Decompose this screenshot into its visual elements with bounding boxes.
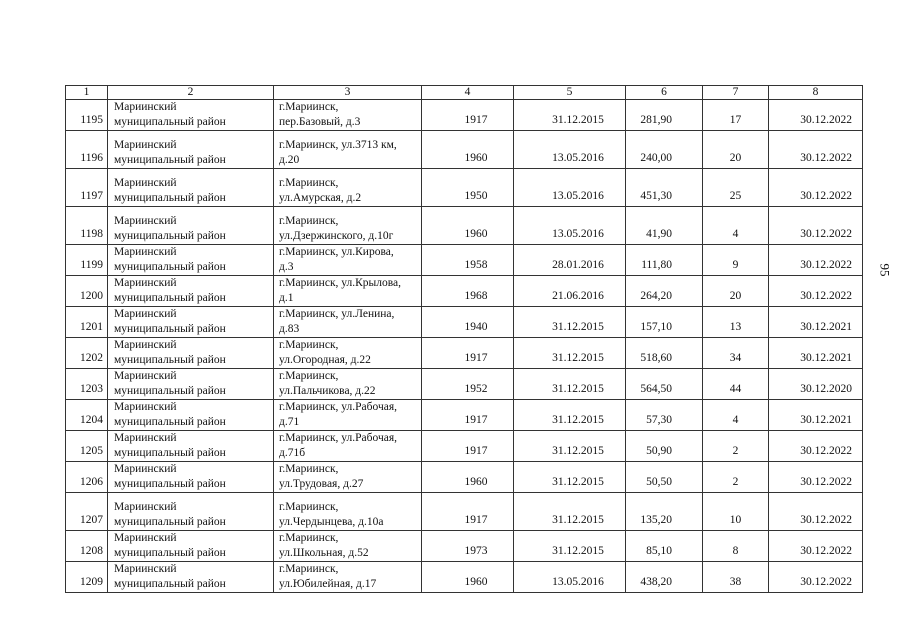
district-cell <box>108 531 274 562</box>
district-cell-line: муниципальный район <box>114 230 226 242</box>
count-cell: 8 <box>703 531 769 562</box>
count-cell: 4 <box>703 207 769 245</box>
date-cell: 31.12.2015 <box>514 462 626 493</box>
district-cell-line: муниципальный район <box>114 547 226 559</box>
address-cell <box>274 369 422 400</box>
district-cell <box>108 100 274 131</box>
address-cell-line: г.Мариинск, <box>279 339 339 351</box>
address-cell <box>274 562 422 593</box>
date-cell: 31.12.2015 <box>514 369 626 400</box>
address-cell <box>274 207 422 245</box>
district-cell-line: Мариинский <box>114 563 177 575</box>
header-cell: 5 <box>514 86 626 100</box>
row-number-cell: 1196 <box>66 131 108 169</box>
table-row <box>66 169 863 207</box>
district-cell-line: Мариинский <box>114 463 177 475</box>
area-cell: 264,20 <box>626 276 703 307</box>
district-cell-line: муниципальный район <box>114 478 226 490</box>
deadline-cell: 30.12.2022 <box>769 431 863 462</box>
deadline-cell: 30.12.2022 <box>769 276 863 307</box>
count-cell: 44 <box>703 369 769 400</box>
table-row <box>66 369 863 400</box>
address-cell-line: г.Мариинск, <box>279 215 339 227</box>
address-cell <box>274 245 422 276</box>
district-cell <box>108 369 274 400</box>
district-cell-line: муниципальный район <box>114 578 226 590</box>
table-row <box>66 276 863 307</box>
deadline-cell: 30.12.2022 <box>769 100 863 131</box>
table-row <box>66 207 863 245</box>
district-cell <box>108 245 274 276</box>
date-cell: 31.12.2015 <box>514 400 626 431</box>
area-cell: 157,10 <box>626 307 703 338</box>
address-cell-line: г.Мариинск, ул.Ленина, <box>279 308 395 320</box>
count-cell: 17 <box>703 100 769 131</box>
address-cell-line: д.3 <box>279 261 294 273</box>
district-cell <box>108 462 274 493</box>
row-number-cell: 1203 <box>66 369 108 400</box>
header-row <box>66 86 863 100</box>
area-cell: 85,10 <box>626 531 703 562</box>
date-cell: 21.06.2016 <box>514 276 626 307</box>
deadline-cell: 30.12.2021 <box>769 307 863 338</box>
count-cell: 38 <box>703 562 769 593</box>
deadline-cell: 30.12.2022 <box>769 462 863 493</box>
district-cell-line: Мариинский <box>114 101 177 113</box>
row-number-cell: 1195 <box>66 100 108 131</box>
count-cell: 4 <box>703 400 769 431</box>
year-cell: 1958 <box>422 245 514 276</box>
year-cell: 1960 <box>422 562 514 593</box>
row-number-cell: 1199 <box>66 245 108 276</box>
deadline-cell: 30.12.2022 <box>769 245 863 276</box>
district-cell-line: Мариинский <box>114 215 177 227</box>
address-cell-line: пер.Базовый, д.3 <box>279 116 361 128</box>
deadline-cell: 30.12.2022 <box>769 131 863 169</box>
district-cell-line: муниципальный район <box>114 416 226 428</box>
address-cell <box>274 276 422 307</box>
address-cell-line: ул.Амурская, д.2 <box>279 192 362 204</box>
district-cell-line: Мариинский <box>114 501 177 513</box>
district-cell <box>108 207 274 245</box>
address-cell-line: г.Мариинск, <box>279 370 339 382</box>
area-cell: 135,20 <box>626 493 703 531</box>
district-cell <box>108 431 274 462</box>
address-cell <box>274 431 422 462</box>
area-cell: 518,60 <box>626 338 703 369</box>
area-cell: 41,90 <box>626 207 703 245</box>
housing-table <box>65 85 863 593</box>
year-cell: 1940 <box>422 307 514 338</box>
district-cell <box>108 400 274 431</box>
address-cell-line: ул.Трудовая, д.27 <box>279 478 364 490</box>
district-cell <box>108 276 274 307</box>
district-cell-line: муниципальный район <box>114 292 226 304</box>
count-cell: 2 <box>703 431 769 462</box>
area-cell: 111,80 <box>626 245 703 276</box>
address-cell-line: г.Мариинск, ул.3713 км, <box>279 139 397 151</box>
area-cell: 564,50 <box>626 369 703 400</box>
address-cell-line: г.Мариинск, ул.Крылова, <box>279 277 402 289</box>
year-cell: 1960 <box>422 462 514 493</box>
row-number-cell: 1202 <box>66 338 108 369</box>
area-cell: 281,90 <box>626 100 703 131</box>
table-row <box>66 131 863 169</box>
district-cell-line: муниципальный район <box>114 385 226 397</box>
count-cell: 13 <box>703 307 769 338</box>
district-cell <box>108 307 274 338</box>
row-number-cell: 1206 <box>66 462 108 493</box>
row-number-cell: 1201 <box>66 307 108 338</box>
district-cell-line: Мариинский <box>114 246 177 258</box>
row-number-cell: 1197 <box>66 169 108 207</box>
count-cell: 25 <box>703 169 769 207</box>
table-row <box>66 245 863 276</box>
address-cell-line: д.1 <box>279 292 294 304</box>
district-cell-line: Мариинский <box>114 532 177 544</box>
year-cell: 1952 <box>422 369 514 400</box>
date-cell: 13.05.2016 <box>514 169 626 207</box>
district-cell <box>108 493 274 531</box>
row-number-cell: 1198 <box>66 207 108 245</box>
date-cell: 31.12.2015 <box>514 493 626 531</box>
district-cell <box>108 562 274 593</box>
count-cell: 2 <box>703 462 769 493</box>
deadline-cell: 30.12.2022 <box>769 562 863 593</box>
district-cell-line: Мариинский <box>114 370 177 382</box>
area-cell: 240,00 <box>626 131 703 169</box>
address-cell-line: г.Мариинск, <box>279 101 339 113</box>
date-cell: 31.12.2015 <box>514 307 626 338</box>
year-cell: 1960 <box>422 131 514 169</box>
date-cell: 31.12.2015 <box>514 100 626 131</box>
row-number-cell: 1205 <box>66 431 108 462</box>
year-cell: 1917 <box>422 493 514 531</box>
district-cell-line: Мариинский <box>114 177 177 189</box>
date-cell: 13.05.2016 <box>514 131 626 169</box>
deadline-cell: 30.12.2022 <box>769 169 863 207</box>
table-row <box>66 531 863 562</box>
row-number-cell: 1208 <box>66 531 108 562</box>
deadline-cell: 30.12.2021 <box>769 338 863 369</box>
date-cell: 31.12.2015 <box>514 531 626 562</box>
address-cell-line: ул.Чердынцева, д.10а <box>279 516 384 528</box>
address-cell <box>274 531 422 562</box>
address-cell <box>274 400 422 431</box>
address-cell <box>274 100 422 131</box>
table-body <box>66 100 863 593</box>
district-cell-line: Мариинский <box>114 401 177 413</box>
page-number: 95 <box>877 263 893 277</box>
table-row <box>66 400 863 431</box>
count-cell: 20 <box>703 131 769 169</box>
district-cell-line: муниципальный район <box>114 447 226 459</box>
table-row <box>66 493 863 531</box>
address-cell-line: г.Мариинск, <box>279 463 339 475</box>
area-cell: 451,30 <box>626 169 703 207</box>
address-cell <box>274 462 422 493</box>
year-cell: 1917 <box>422 338 514 369</box>
area-cell: 50,50 <box>626 462 703 493</box>
district-cell-line: муниципальный район <box>114 323 226 335</box>
header-cell: 2 <box>108 86 274 100</box>
row-number-cell: 1200 <box>66 276 108 307</box>
area-cell: 57,30 <box>626 400 703 431</box>
year-cell: 1917 <box>422 431 514 462</box>
address-cell-line: г.Мариинск, <box>279 563 339 575</box>
row-number-cell: 1204 <box>66 400 108 431</box>
count-cell: 20 <box>703 276 769 307</box>
table-row <box>66 100 863 131</box>
area-cell: 438,20 <box>626 562 703 593</box>
district-cell-line: Мариинский <box>114 432 177 444</box>
row-number-cell: 1207 <box>66 493 108 531</box>
address-cell-line: ул.Дзержинского, д.10г <box>279 230 394 242</box>
header-cell: 7 <box>703 86 769 100</box>
table-row <box>66 338 863 369</box>
district-cell-line: Мариинский <box>114 308 177 320</box>
header-cell: 4 <box>422 86 514 100</box>
address-cell-line: г.Мариинск, ул.Рабочая, <box>279 432 397 444</box>
district-cell-line: муниципальный район <box>114 261 226 273</box>
address-cell-line: ул.Пальчикова, д.22 <box>279 385 376 397</box>
header-cell: 1 <box>66 86 108 100</box>
address-cell-line: ул.Школьная, д.52 <box>279 547 369 559</box>
year-cell: 1917 <box>422 100 514 131</box>
count-cell: 10 <box>703 493 769 531</box>
address-cell-line: г.Мариинск, ул.Рабочая, <box>279 401 397 413</box>
deadline-cell: 30.12.2022 <box>769 531 863 562</box>
address-cell-line: д.71б <box>279 447 306 459</box>
address-cell <box>274 169 422 207</box>
district-cell-line: муниципальный район <box>114 116 226 128</box>
year-cell: 1960 <box>422 207 514 245</box>
year-cell: 1917 <box>422 400 514 431</box>
table-row <box>66 431 863 462</box>
address-cell-line: д.71 <box>279 416 300 428</box>
address-cell <box>274 131 422 169</box>
date-cell: 31.12.2015 <box>514 431 626 462</box>
district-cell <box>108 169 274 207</box>
table-row <box>66 562 863 593</box>
table-row <box>66 307 863 338</box>
date-cell: 28.01.2016 <box>514 245 626 276</box>
address-cell-line: г.Мариинск, <box>279 501 339 513</box>
district-cell <box>108 131 274 169</box>
district-cell-line: Мариинский <box>114 339 177 351</box>
address-cell <box>274 338 422 369</box>
year-cell: 1973 <box>422 531 514 562</box>
date-cell: 31.12.2015 <box>514 338 626 369</box>
row-number-cell: 1209 <box>66 562 108 593</box>
district-cell-line: Мариинский <box>114 139 177 151</box>
address-cell-line: ул.Юбилейная, д.17 <box>279 578 377 590</box>
district-cell <box>108 338 274 369</box>
year-cell: 1968 <box>422 276 514 307</box>
year-cell: 1950 <box>422 169 514 207</box>
table-row <box>66 462 863 493</box>
count-cell: 34 <box>703 338 769 369</box>
date-cell: 13.05.2016 <box>514 562 626 593</box>
address-cell-line: д.20 <box>279 154 300 166</box>
area-cell: 50,90 <box>626 431 703 462</box>
address-cell <box>274 307 422 338</box>
district-cell-line: муниципальный район <box>114 192 226 204</box>
header-cell: 3 <box>274 86 422 100</box>
header-cell: 6 <box>626 86 703 100</box>
district-cell-line: муниципальный район <box>114 516 226 528</box>
address-cell-line: д.83 <box>279 323 300 335</box>
address-cell-line: ул.Огородная, д.22 <box>279 354 371 366</box>
date-cell: 13.05.2016 <box>514 207 626 245</box>
deadline-cell: 30.12.2022 <box>769 207 863 245</box>
address-cell <box>274 493 422 531</box>
count-cell: 9 <box>703 245 769 276</box>
header-cell: 8 <box>769 86 863 100</box>
deadline-cell: 30.12.2021 <box>769 400 863 431</box>
district-cell-line: муниципальный район <box>114 354 226 366</box>
deadline-cell: 30.12.2020 <box>769 369 863 400</box>
district-cell-line: муниципальный район <box>114 154 226 166</box>
deadline-cell: 30.12.2022 <box>769 493 863 531</box>
address-cell-line: г.Мариинск, <box>279 177 339 189</box>
address-cell-line: г.Мариинск, <box>279 532 339 544</box>
address-cell-line: г.Мариинск, ул.Кирова, <box>279 246 394 258</box>
district-cell-line: Мариинский <box>114 277 177 289</box>
